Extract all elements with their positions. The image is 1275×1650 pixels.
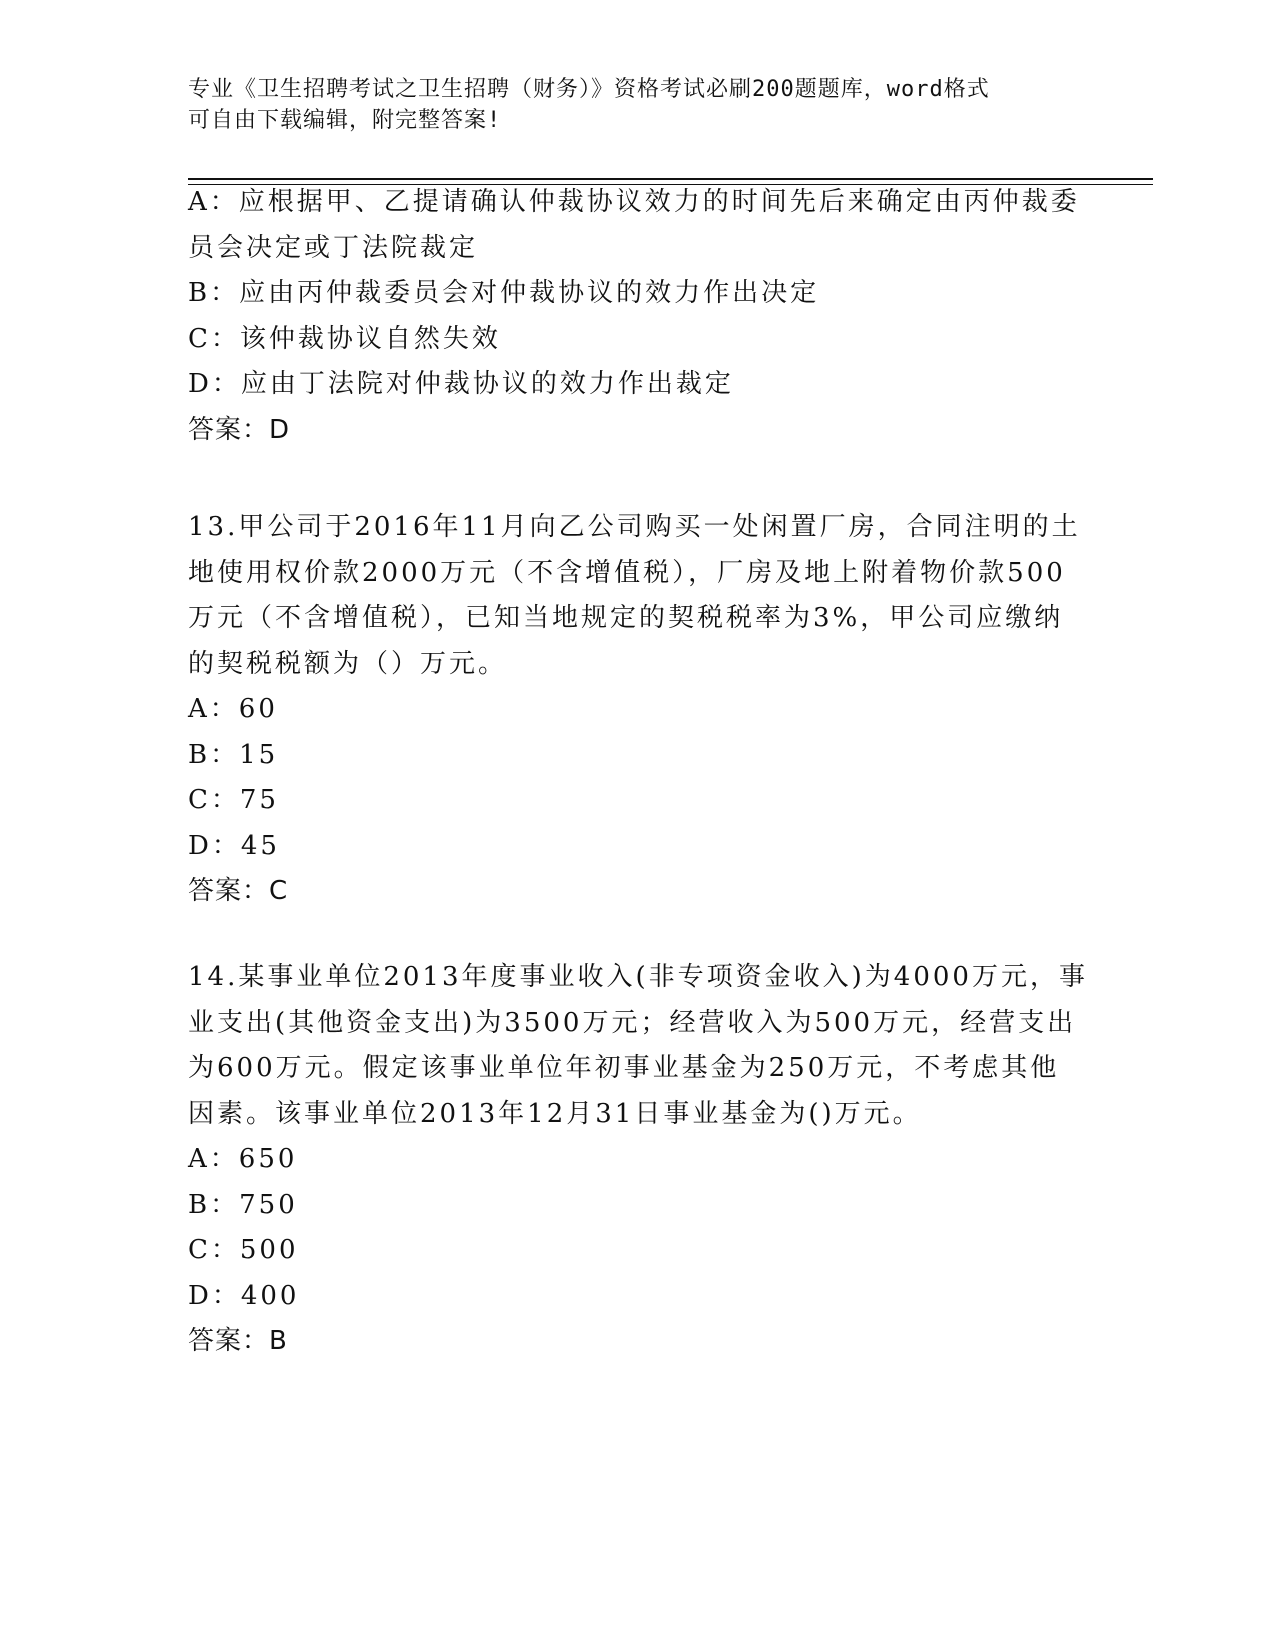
question-13-block xyxy=(188,505,1081,915)
option-d: D：应由丁法院对仲裁协议的效力作出裁定 xyxy=(188,369,734,399)
question-stem-line: 13.甲公司于2016年11月向乙公司购买一处闲置厂房，合同注明的土 xyxy=(188,512,1081,542)
option-c: C：500 xyxy=(188,1235,299,1265)
question-stem-line: 的契税税额为（）万元。 xyxy=(188,648,508,679)
option-a-line-1: A：应根据甲、乙提请确认仲裁协议效力的时间先后来确定由丙仲裁委 xyxy=(188,187,1080,217)
header-line-2: 可自由下载编辑，附完整答案! xyxy=(188,108,502,133)
document-header xyxy=(188,74,1068,136)
question-stem-line: 地使用权价款2000万元（不含增值税），厂房及地上附着物价款500 xyxy=(188,557,1066,588)
header-line-1: 专业《卫生招聘考试之卫生招聘（财务）》资格考试必刷200题题库，word格式 xyxy=(188,77,990,102)
question-stem-line: 为600万元。假定该事业单位年初事业基金为250万元，不考虑其他 xyxy=(188,1053,1060,1083)
answer-label: 答案：D xyxy=(188,414,291,445)
question-stem-line: 万元（不含增值税），已知当地规定的契税税率为3%，甲公司应缴纳 xyxy=(188,603,1064,633)
question-12-block xyxy=(188,180,1080,453)
option-a: A：60 xyxy=(188,694,278,724)
option-b: B：应由丙仲裁委员会对仲裁协议的效力作出决定 xyxy=(188,278,820,308)
question-stem-line: 因素。该事业单位2013年12月31日事业基金为()万元。 xyxy=(188,1098,922,1129)
option-a: A：650 xyxy=(188,1144,298,1174)
option-d: D：45 xyxy=(188,830,280,861)
option-b: B：15 xyxy=(188,739,279,770)
option-b: B：750 xyxy=(188,1189,298,1220)
question-stem-line: 14.某事业单位2013年度事业收入(非专项资金收入)为4000万元，事 xyxy=(188,962,1088,992)
option-c: C：75 xyxy=(188,785,279,815)
answer-label: 答案：C xyxy=(188,876,289,906)
question-stem-line: 业支出(其他资金支出)为3500万元；经营收入为500万元，经营支出 xyxy=(188,1007,1077,1038)
answer-label: 答案：B xyxy=(188,1326,288,1356)
question-14-block xyxy=(188,955,1088,1365)
option-d: D：400 xyxy=(188,1280,300,1311)
option-c: C：该仲裁协议自然失效 xyxy=(188,323,501,354)
option-a-line-2: 员会决定或丁法院裁定 xyxy=(188,232,479,263)
